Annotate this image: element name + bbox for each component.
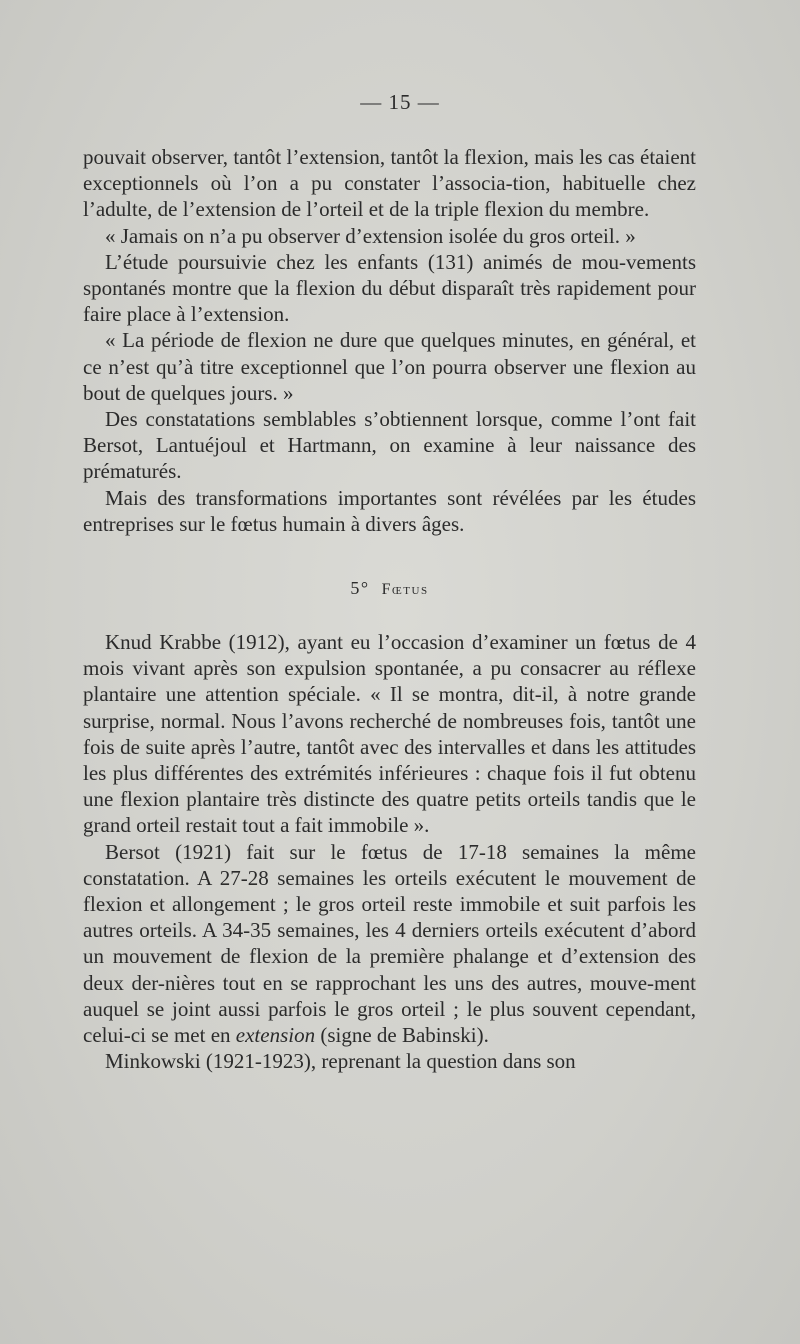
- paragraph: [83, 839, 696, 1049]
- paragraph: Knud Krabbe (1912), ayant eu l’occasion d’examiner un fœtus de 4 mois vivant après son expulsion spontanée, a pu consacrer au réflexe plantaire une attention spéciale. « Il se montra, dit-il, à notre grande surprise, normal. Nous l’avons recherché de nombreuses fois, tantôt une fois de suite après l’autre, tantôt avec des intervalles et dans les attitudes les plus différentes des extrémités inférieures : chaque fois il fut obtenu une flexion plantaire très distincte des quatre petits orteils tandis que le grand orteil restait tout a fait immobile ».: [83, 630, 696, 838]
- paragraph: L’étude poursuivie chez les enfants (131) animés de mou-vements spontanés montre que la flexion du début disparaît très rapidement pour faire place à l’extension.: [83, 249, 696, 327]
- paragraph-text: (signe de Babinski).: [315, 1023, 489, 1048]
- section-title: Fœtus: [381, 581, 429, 599]
- paragraph: « Jamais on n’a pu observer d’extension isolée du gros orteil. »: [105, 223, 636, 248]
- page-number: — 15 —: [360, 90, 440, 114]
- paragraph: pouvait observer, tantôt l’extension, tantôt la flexion, mais les cas étaient exceptionnels où l’on a pu constater l’associa-tion, habituelle chez l’adulte, de l’extension de l’orteil et de la triple flexion du membre.: [83, 145, 696, 222]
- paragraph: Mais des transformations importantes sont révélées par les études entreprises sur le fœtus humain à divers âges.: [83, 485, 696, 536]
- section-heading: [83, 575, 696, 603]
- paragraph: « La période de flexion ne dure que quelques minutes, en général, et ce n’est qu’à titre exceptionnel que l’on pourra observer une flexion au bout de quelques jours. »: [83, 328, 696, 405]
- body-text: [83, 144, 696, 1075]
- paragraph-text: Bersot (1921) fait sur le fœtus de 17-18 semaines la même constatation. A 27-28 semaines les orteils exécutent le mouvement de flexion et allongement ; le gros orteil reste immobile et suit parfois les autres orteils. A 34-35 semaines, les 4 derniers orteils exécutent d’abord un mouvement de flexion de la première phalange et d’extension des deux der-nières tout en se rapprochant les uns des autres, mouve-ment auquel se joint aussi parfois le gros orteil ; le plus souvent cependant, celui-ci se met en: [83, 839, 696, 1048]
- emphasized-term: extension: [235, 1023, 316, 1048]
- paragraph: Minkowski (1921-1923), reprenant la question dans son: [105, 1049, 576, 1074]
- paragraph: Des constatations semblables s’obtiennent lorsque, comme l’ont fait Bersot, Lantuéjoul et Hartmann, on examine à leur naissance des prématurés.: [83, 407, 696, 484]
- section-number: 5°: [350, 578, 370, 599]
